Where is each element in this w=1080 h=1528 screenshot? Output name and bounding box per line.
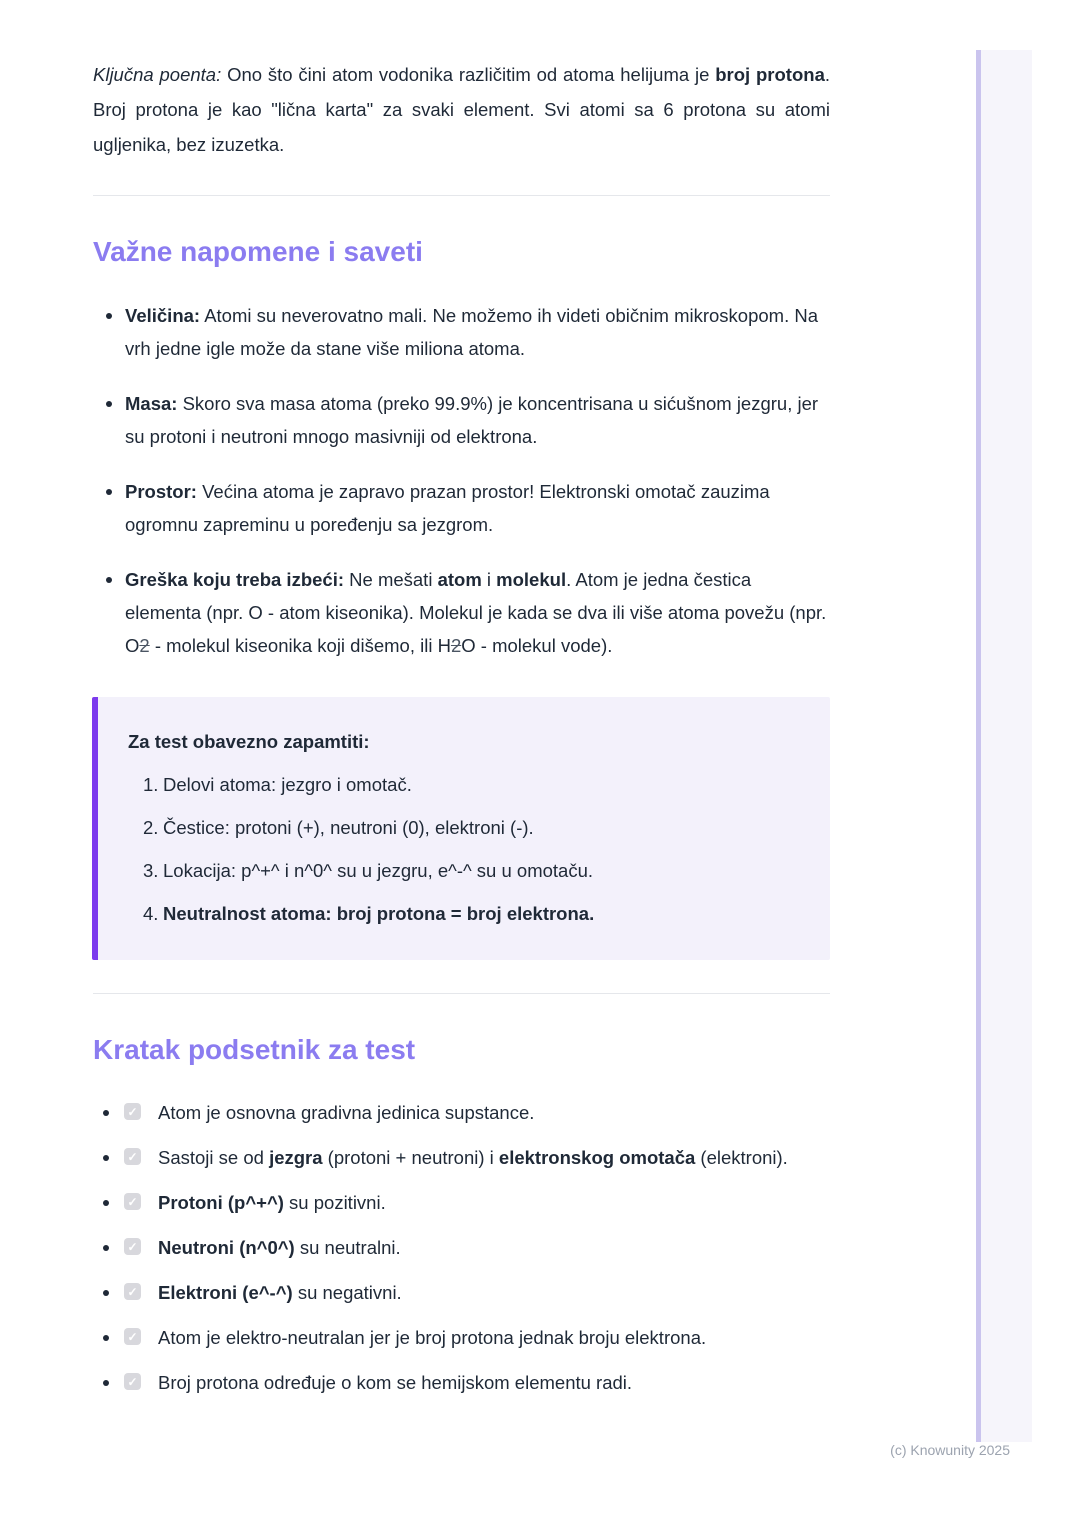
bullet-icon [106,313,112,319]
bullet-icon [106,489,112,495]
bullet-icon [103,1110,109,1116]
bullet-icon [106,577,112,583]
list-item-text: Veličina: Atomi su neverovatno mali. Ne možemo ih videti običnim mikroskopom. Na vrh jedne igle može da stane više miliona atoma. [125,305,819,359]
checklist-item [93,1096,830,1129]
next-page-preview-edge [976,50,1032,1442]
bullet-icon [103,1290,109,1296]
recap-checklist [93,1096,830,1399]
checklist-item-text: Elektroni (e^-^) su negativni. [158,1282,402,1303]
callout-item: Lokacija: p^+^ i n^0^ su u jezgru, e^-^ su u omotaču. [163,860,594,881]
checklist-item [93,1276,830,1309]
checkbox-checked-icon[interactable]: ✓ [124,1283,141,1300]
checkbox-checked-icon[interactable]: ✓ [124,1328,141,1345]
bullet-icon [106,401,112,407]
checklist-item [93,1141,830,1174]
callout-item: Neutralnost atoma: broj protona = broj elektrona. [163,903,595,924]
checklist-item-text: Atom je osnovna gradivna jedinica supstance. [158,1102,535,1123]
checklist-item [93,1321,830,1354]
notes-list [93,299,830,662]
notes-section-title: Važne napomene i saveti [93,236,423,267]
test-callout-box [92,697,830,960]
checkbox-checked-icon[interactable]: ✓ [124,1238,141,1255]
callout-item: Delovi atoma: jezgro i omotač. [163,774,412,795]
list-item-text: Prostor: Većina atoma je zapravo prazan prostor! Elektronski omotač zauzima ogromnu zapreminu u poređenju sa jezgrom. [125,481,770,535]
list-item [93,563,830,662]
bullet-icon [103,1155,109,1161]
checklist-item-text: Atom je elektro-neutralan jer je broj protona jednak broju elektrona. [158,1327,707,1348]
footer-copyright: (c) Knowunity 2025 [890,1442,1010,1458]
checklist-item-text: Neutroni (n^0^) su neutralni. [158,1237,401,1258]
checklist-item-text: Protoni (p^+^) su pozitivni. [158,1192,386,1213]
checklist-item [93,1186,830,1219]
section-divider [93,993,830,994]
checklist-item [93,1366,830,1399]
list-item [93,299,830,365]
list-item-text: Masa: Skoro sva masa atoma (preko 99.9%) je koncentrisana u sićušnom jezgru, jer su protoni i neutroni mnogo masivniji od elektrona. [125,393,819,447]
list-item-text: Greška koju treba izbeći: Ne mešati atom i molekul. Atom je jedna čestica elementa (npr. O - atom kiseonika). Molekul je kada se dva ili više atoma povežu (npr. O2 - molekul kiseonika koji dišemo, ili H2O - molekul vode). [125,569,827,656]
bullet-icon [103,1245,109,1251]
checklist-item-text: Broj protona određuje o kom se hemijskom elementu radi. [158,1372,633,1393]
recap-section-title: Kratak podsetnik za test [93,1034,416,1065]
callout-item: Čestice: protoni (+), neutroni (0), elektroni (-). [163,817,534,838]
intro-paragraph: Ključna poenta: Ono što čini atom vodonika različitim od atoma helijuma je broj protona. Broj protona je kao "lična karta" za svaki element. Svi atomi sa 6 protona su atomi ugljenika, bez izuzetka. [93,64,831,155]
checkbox-checked-icon[interactable]: ✓ [124,1103,141,1120]
document-content [93,57,830,1411]
list-item [93,387,830,453]
bullet-icon [103,1380,109,1386]
checklist-item [93,1231,830,1264]
list-item [93,475,830,541]
checkbox-checked-icon[interactable]: ✓ [124,1373,141,1390]
callout-numbered-list [128,768,800,930]
checkbox-checked-icon[interactable]: ✓ [124,1193,141,1210]
checklist-item-text: Sastoji se od jezgra (protoni + neutroni) i elektronskog omotača (elektroni). [158,1147,788,1168]
callout-title: Za test obavezno zapamtiti: [128,731,370,752]
checkbox-checked-icon[interactable]: ✓ [124,1148,141,1165]
section-divider [93,195,830,196]
bullet-icon [103,1200,109,1206]
bullet-icon [103,1335,109,1341]
